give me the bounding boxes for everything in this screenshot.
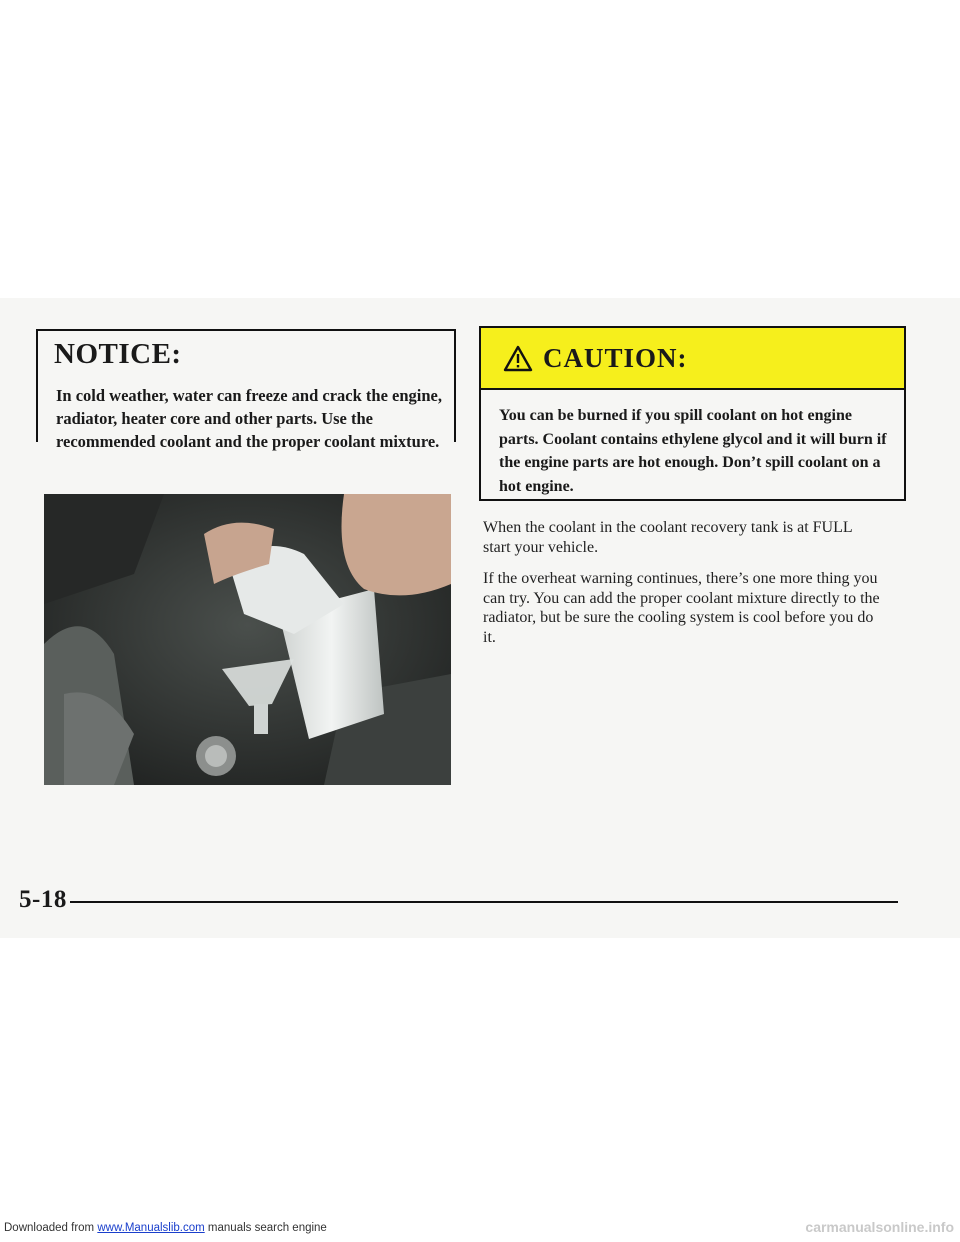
notice-body: In cold weather, water can freeze and crack the engine, radiator, heater core and other parts. Use the recommended coolant and the proper coolant mixture. xyxy=(38,371,454,453)
manualslib-link[interactable]: www.Manualslib.com xyxy=(97,1222,205,1234)
instructions-text xyxy=(483,518,883,659)
notice-title: NOTICE: xyxy=(38,331,454,379)
footer-suffix: manuals search engine xyxy=(207,1222,327,1234)
paragraph-overheat: If the overheat warning continues, there’s one more thing you can try. You can add the proper coolant mixture directly to the radiator, but be sure the cooling system is cool before you do it. xyxy=(483,570,880,646)
warning-triangle-icon xyxy=(503,345,533,372)
caution-box xyxy=(479,326,906,501)
coolant-photo xyxy=(44,494,451,785)
paragraph-full-tank: When the coolant in the coolant recovery tank is at FULL start your vehicle. xyxy=(483,519,853,556)
download-footer xyxy=(4,1222,327,1234)
watermark: carmanualsonline.info xyxy=(805,1219,954,1235)
footer-prefix: Downloaded from xyxy=(4,1222,95,1234)
page-rule xyxy=(70,901,898,903)
coolant-pouring-image xyxy=(44,494,451,785)
caution-title: CAUTION: xyxy=(543,342,688,373)
caution-header xyxy=(481,328,904,390)
page-number: 5-18 xyxy=(19,886,67,913)
notice-box xyxy=(36,329,456,451)
caution-body: You can be burned if you spill coolant on hot engine parts. Coolant contains ethylene glycol and it will burn if the engine parts are hot enough. Don’t spill coolant on a hot engine. xyxy=(499,407,887,495)
